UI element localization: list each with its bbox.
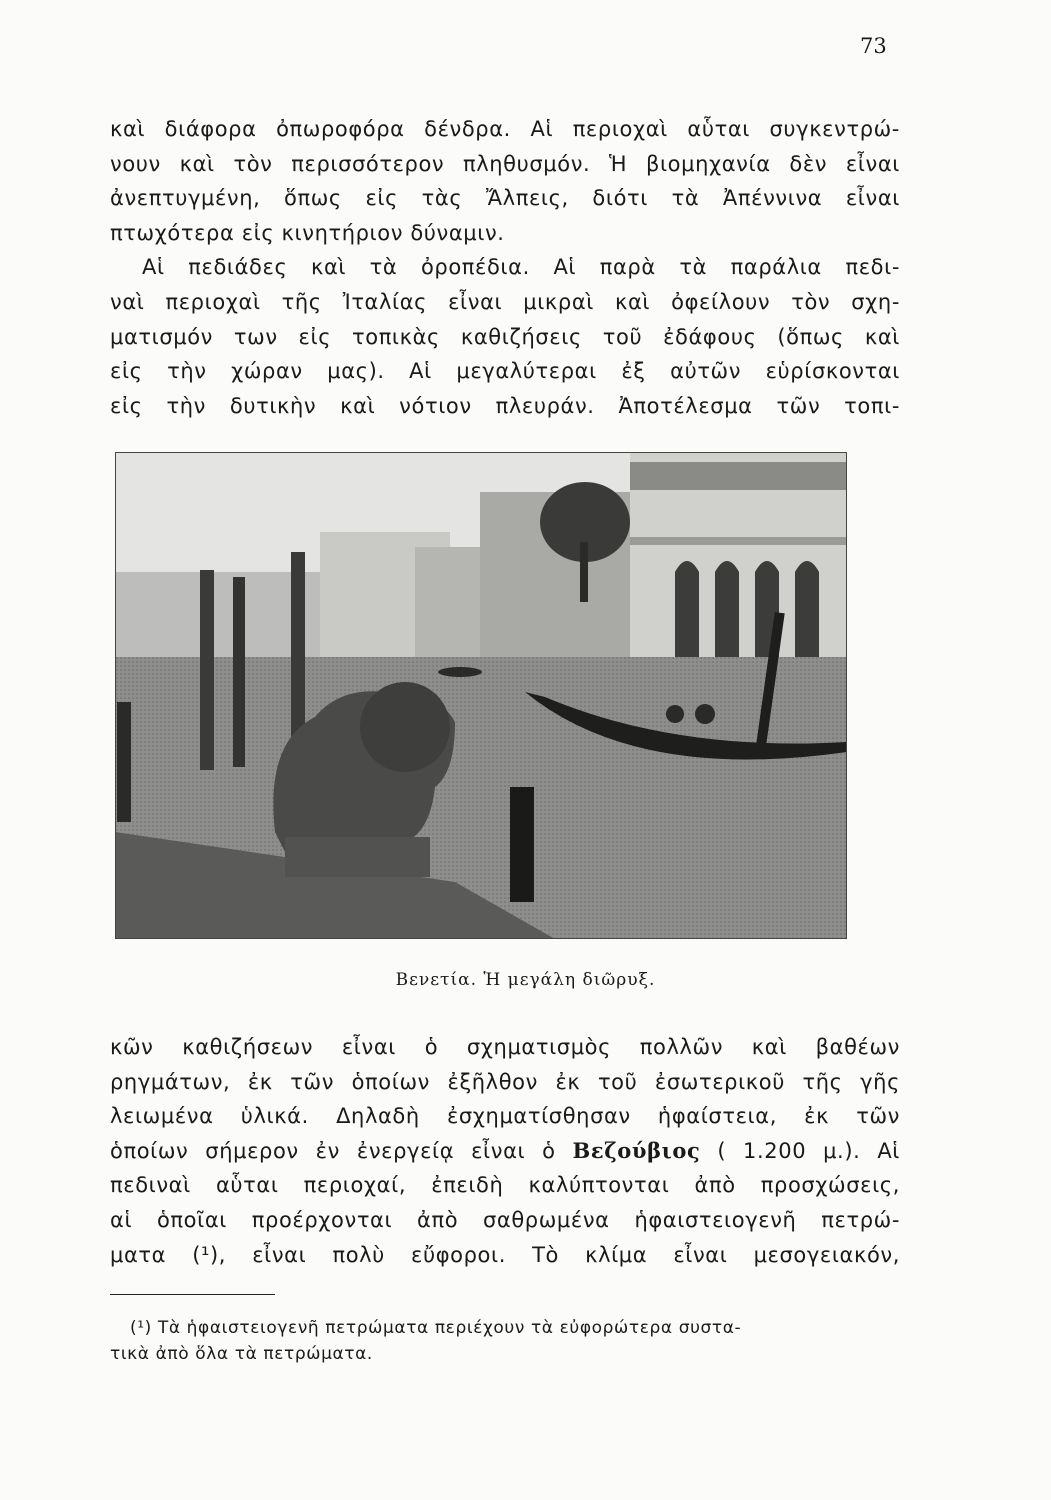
text-line: πτωχότερα εἰς κινητήριον δύναμιν. xyxy=(110,220,505,245)
text-segment: ( 1.200 μ.). Αἱ xyxy=(700,1138,900,1163)
text-line: νουν καὶ τὸν περισσότερον πληθυσμόν. Ἡ βιομηχανία δὲν εἶναι xyxy=(110,151,900,176)
footnote-divider xyxy=(110,1294,275,1295)
heading-continuation: Αἱ παρὰ τὰ παράλια πεδι- xyxy=(529,255,900,280)
page-number: 73 xyxy=(860,34,887,58)
footnote-line: τικὰ ἀπὸ ὅλα τὰ πετρώματα. xyxy=(110,1344,373,1364)
text-line: ἀνεπτυγμένη, ὅπως εἰς τὰς Ἄλπεις, διότι τὰ Ἀπέννινα εἶναι xyxy=(110,186,900,211)
bottom-paragraph xyxy=(110,1030,900,1272)
text-line: λειωμένα ὑλικά. Δηλαδὴ ἐσχηματίσθησαν ἡφαίστεια, ἐκ τῶν xyxy=(110,1104,900,1129)
text-line: αἱ ὁποῖαι προέρχονται ἀπὸ σαθρωμένα ἡφαιστειογενῆ πετρώ- xyxy=(110,1207,900,1232)
footnote xyxy=(110,1315,910,1367)
text-line: εἰς τὴν χώραν μας). Αἱ μεγαλύτεραι ἐξ αὐτῶν εὑρίσκονται xyxy=(110,359,900,384)
text-line: ματα (¹), εἶναι πολὺ εὔφοροι. Τὸ κλίμα εἶναι μεσογειακόν, xyxy=(110,1242,900,1267)
venice-grand-canal-photo xyxy=(115,452,847,939)
text-segment: ὁποίων σήμερον ἐν ἐνεργείᾳ εἶναι ὁ xyxy=(110,1138,573,1163)
text-line: πεδιναὶ αὗται περιοχαί, ἐπειδὴ καλύπτονται ἀπὸ προσχώσεις, xyxy=(110,1173,900,1198)
text-line: κῶν καθιζήσεων εἶναι ὁ σχηματισμὸς πολλῶν καὶ βαθέων xyxy=(110,1035,900,1059)
text-line: καὶ διάφορα ὀπωροφόρα δένδρα. Αἱ περιοχαὶ αὗται συγκεντρώ- xyxy=(110,117,900,141)
text-line: ναὶ περιοχαὶ τῆς Ἰταλίας εἶναι μικραὶ καὶ ὀφείλουν τὸν σχη- xyxy=(110,289,900,314)
section-heading: Αἱ πεδιάδες καὶ τὰ ὀροπέδια. xyxy=(142,255,530,280)
figure-caption: Βενετία. Ἡ μεγάλη διῶρυξ. xyxy=(395,970,656,990)
footnote-line: (¹) Τὰ ἡφαιστειογενῆ πετρώματα περιέχουν τὰ εὐφορώτερα συστα- xyxy=(130,1318,742,1338)
text-line-with-emphasis xyxy=(110,1134,900,1169)
text-line: ρηγμάτων, ἐκ τῶν ὁποίων ἐξῆλθον ἐκ τοῦ ἐσωτερικοῦ τῆς γῆς xyxy=(110,1069,900,1094)
section-heading-line xyxy=(110,250,900,285)
top-paragraph xyxy=(110,112,900,423)
text-line: εἰς τὴν δυτικὴν καὶ νότιον πλευράν. Ἀποτέλεσμα τῶν τοπι- xyxy=(110,393,900,418)
text-line: ματισμόν των εἰς τοπικὰς καθιζήσεις τοῦ ἐδάφους (ὅπως καὶ xyxy=(110,324,900,349)
emphasized-name: Βεζούβιος xyxy=(572,1137,701,1163)
